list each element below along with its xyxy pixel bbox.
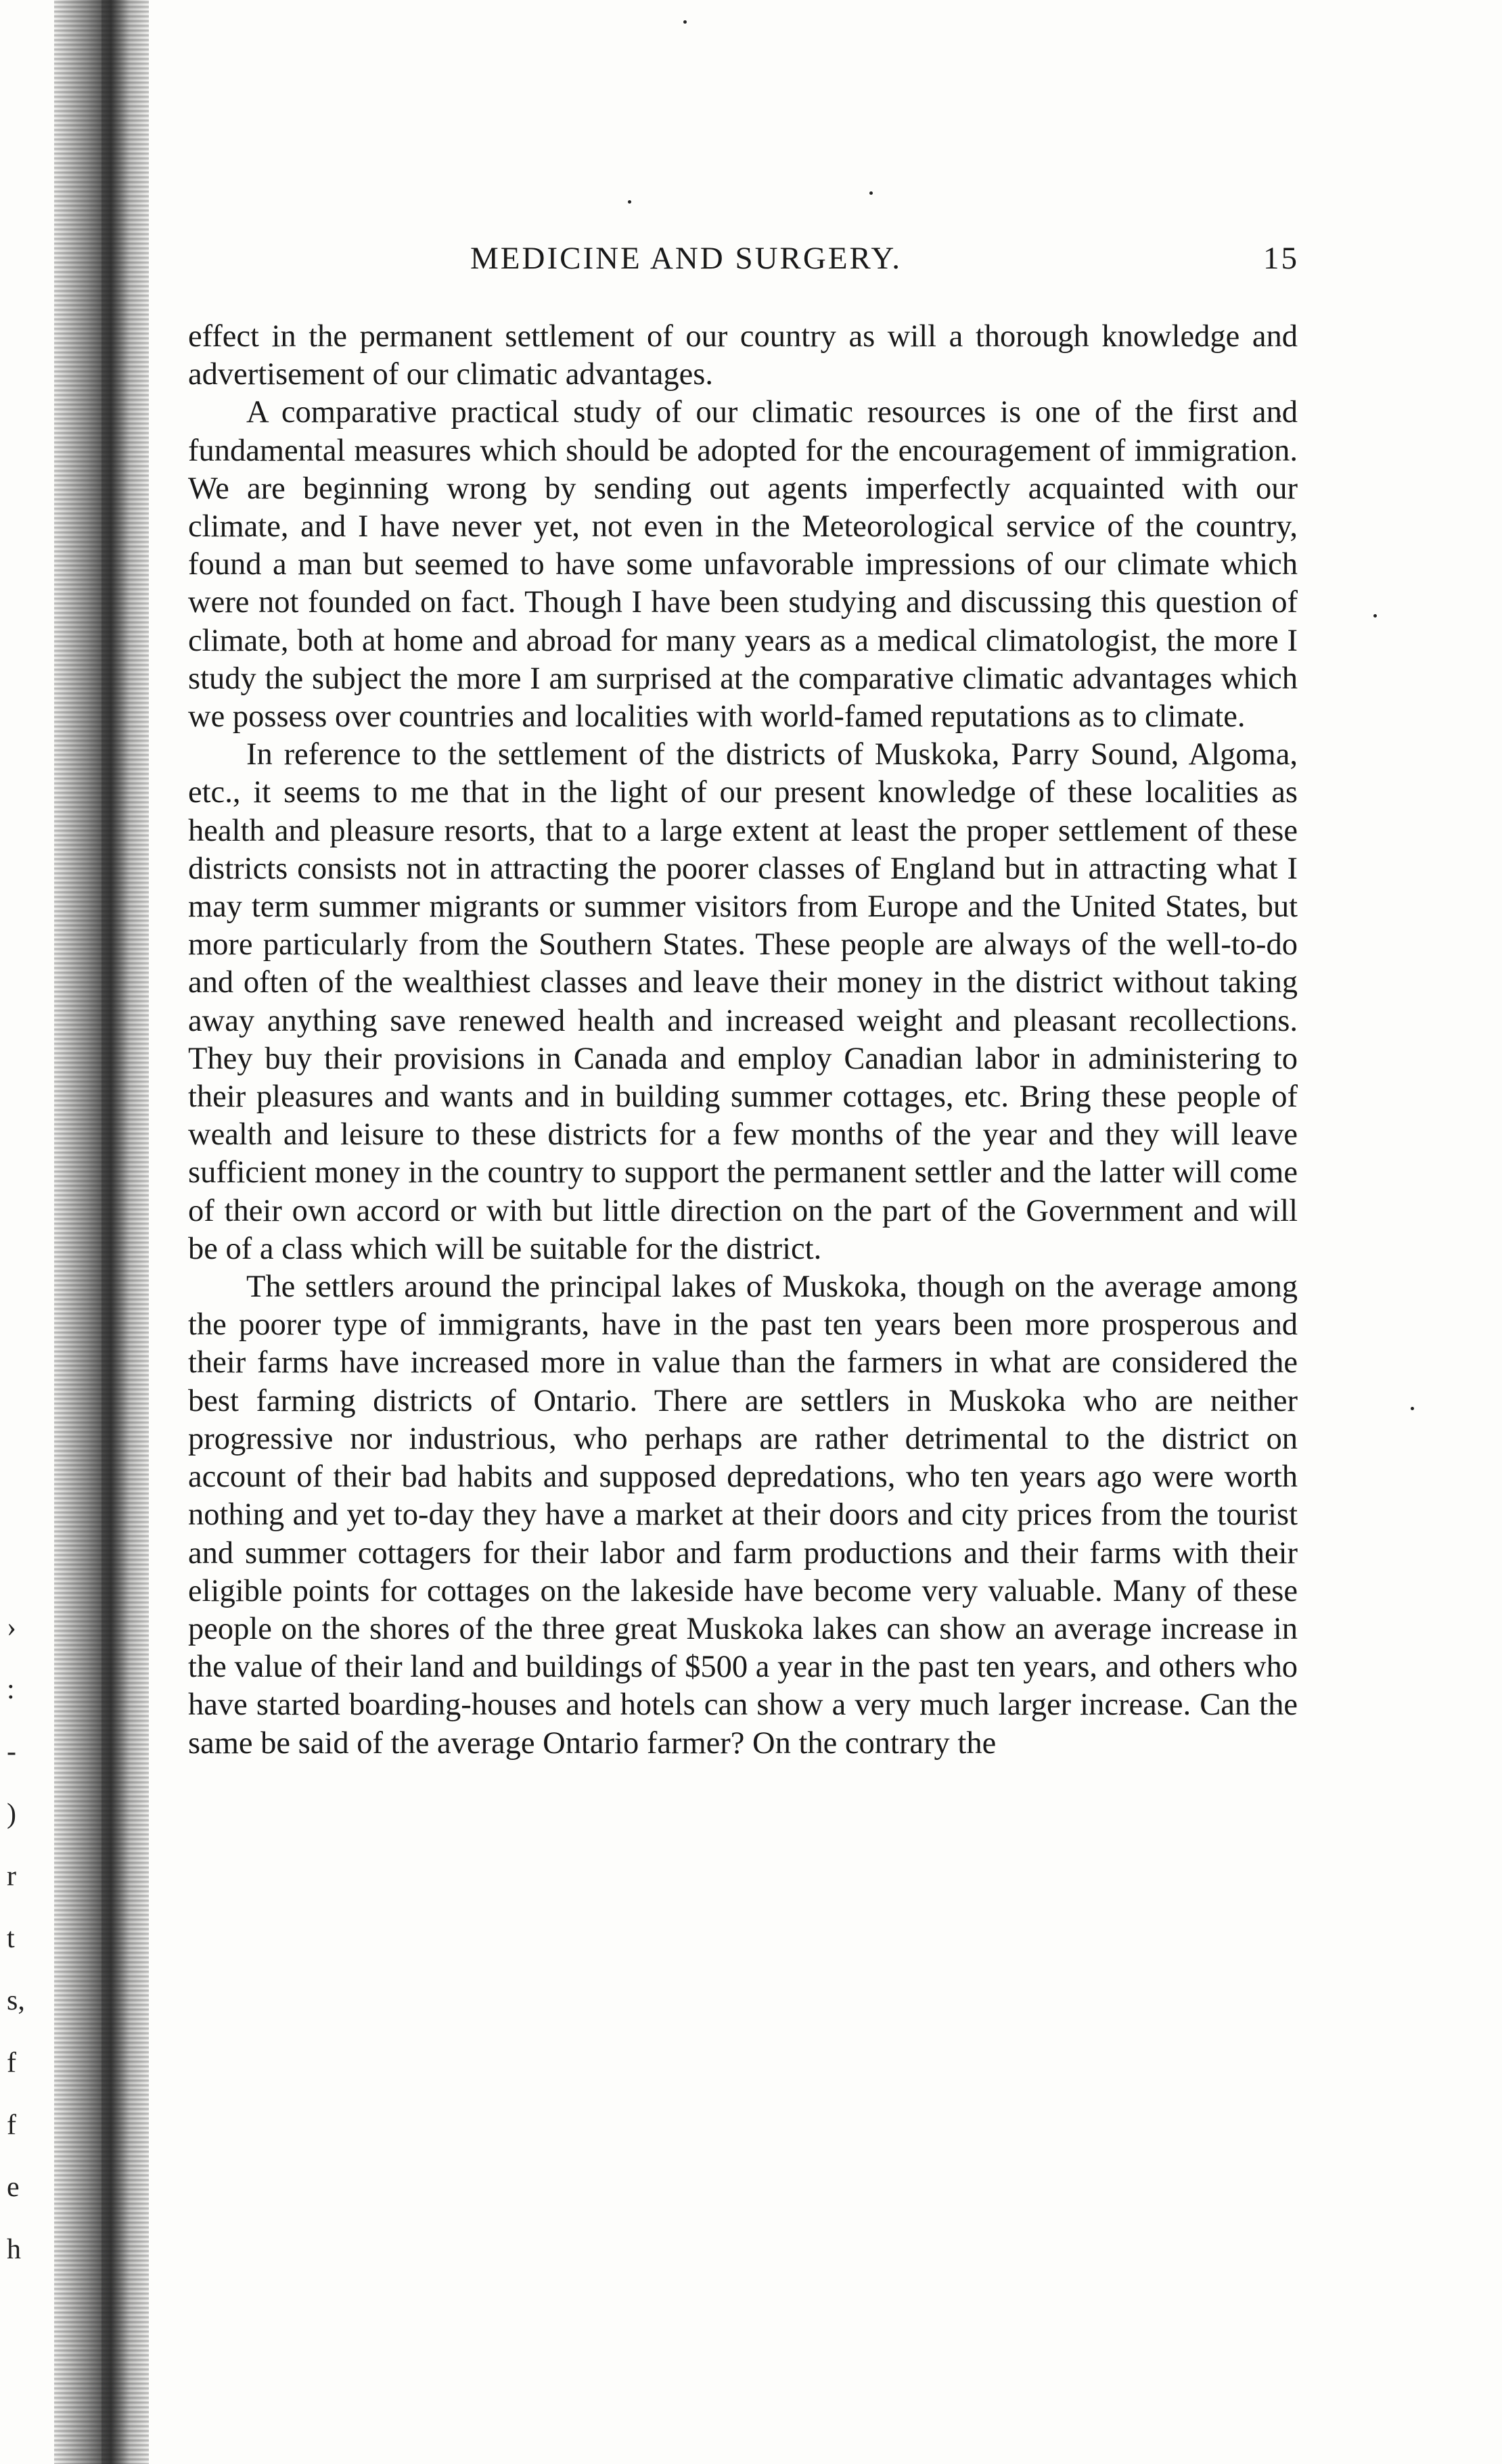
binding-shadow <box>101 0 129 2464</box>
margin-fragment: - <box>7 1736 16 1767</box>
margin-fragment: e <box>7 2172 20 2203</box>
paragraph: The settlers around the principal lakes of Muskoka, though on the average among the poorer type of immigrants, have in the past ten years been more prosperous and their farms have increased more in value than the farmers in what are considered the best farming districts of Ontario. There are settlers in Muskoka who are neither progressive nor industrious, who perhaps are rather detrimental to the district on account of their bad habits and supposed depredations, who ten years ago were worth nothing and yet to-day they have a market at their doors and city prices from the tourist and summer cottagers for their labor and farm productions and their farms with their eligible points for cottages on the lakeside have become very valuable. Many of these people on the shores of the three great Muskoka lakes can show an average increase in the value of their land and buildings of $500 a year in the past ten years, and others who have started boarding-houses and hotels can show a very much larger increase. Can the same be said of the average Ontario farmer? On the contrary the <box>188 1270 1298 1761</box>
margin-fragment: s, <box>7 1985 25 2016</box>
ink-speck <box>683 20 687 24</box>
ink-speck <box>628 200 631 204</box>
paragraph-continued: effect in the permanent settlement of our country as will a thorough knowledge and advertisement of our climatic advantages. <box>188 319 1298 392</box>
margin-fragment: : <box>7 1674 15 1705</box>
page-header <box>470 240 1299 287</box>
page-number: 15 <box>1263 241 1299 276</box>
margin-fragment: ) <box>7 1798 16 1830</box>
ink-speck <box>1373 614 1377 618</box>
margin-fragment: f <box>7 2110 16 2141</box>
paragraph: In reference to the settlement of the districts of Muskoka, Parry Sound, Algoma, etc., it seems to me that in the light of our present knowledge of these localities as health and pleasure resorts, that to a large extent at least the proper settlement of these districts consists not in attracting the poorer classes of England but in attracting what I may term summer migrants or summer visitors from Europe and the United States, but more particularly from the Southern States. These people are always of the well-to-do and often of the wealthiest classes and leave their money in the district without taking away anything save renewed health and increased weight and pleasant recollections. They buy their provisions in Canada and employ Canadian labor in administering to their pleasures and wants and in building summer cottages, etc. Bring these people of wealth and leisure to these districts for a few months of the year and they will leave sufficient money in the country to support the permanent settler and the latter will come of their own accord or with but little direction on the part of the Government and will be of a class which will be suitable for the district. <box>188 737 1298 1266</box>
margin-fragment: r <box>7 1861 16 1892</box>
margin-fragment: › <box>7 1612 16 1643</box>
ink-speck <box>1411 1407 1414 1410</box>
margin-fragment: h <box>7 2234 21 2265</box>
ink-speck <box>869 191 873 195</box>
margin-fragment: t <box>7 1923 15 1954</box>
paragraph: A comparative practical study of our climatic resources is one of the first and fundamental measures which should be adopted for the encouragement of immigration. We are beginning wrong by sending out agents imperfectly acquainted with our climate, and I have never yet, not even in the Meteorological service of the country, found a man but seemed to have some unfavorable impressions of our climate which were not founded on fact. Though I have been studying and discussing this question of climate, both at home and abroad for many years as a medical climatologist, the more I study the subject the more I am surprised at the comparative climatic advantages which we possess over countries and localities with world-famed reputations as to climate. <box>188 395 1298 735</box>
body-text <box>188 318 1298 1763</box>
running-title: MEDICINE AND SURGERY. <box>470 241 902 276</box>
margin-fragment: f <box>7 2047 16 2078</box>
left-margin-fragments <box>7 1596 47 2281</box>
